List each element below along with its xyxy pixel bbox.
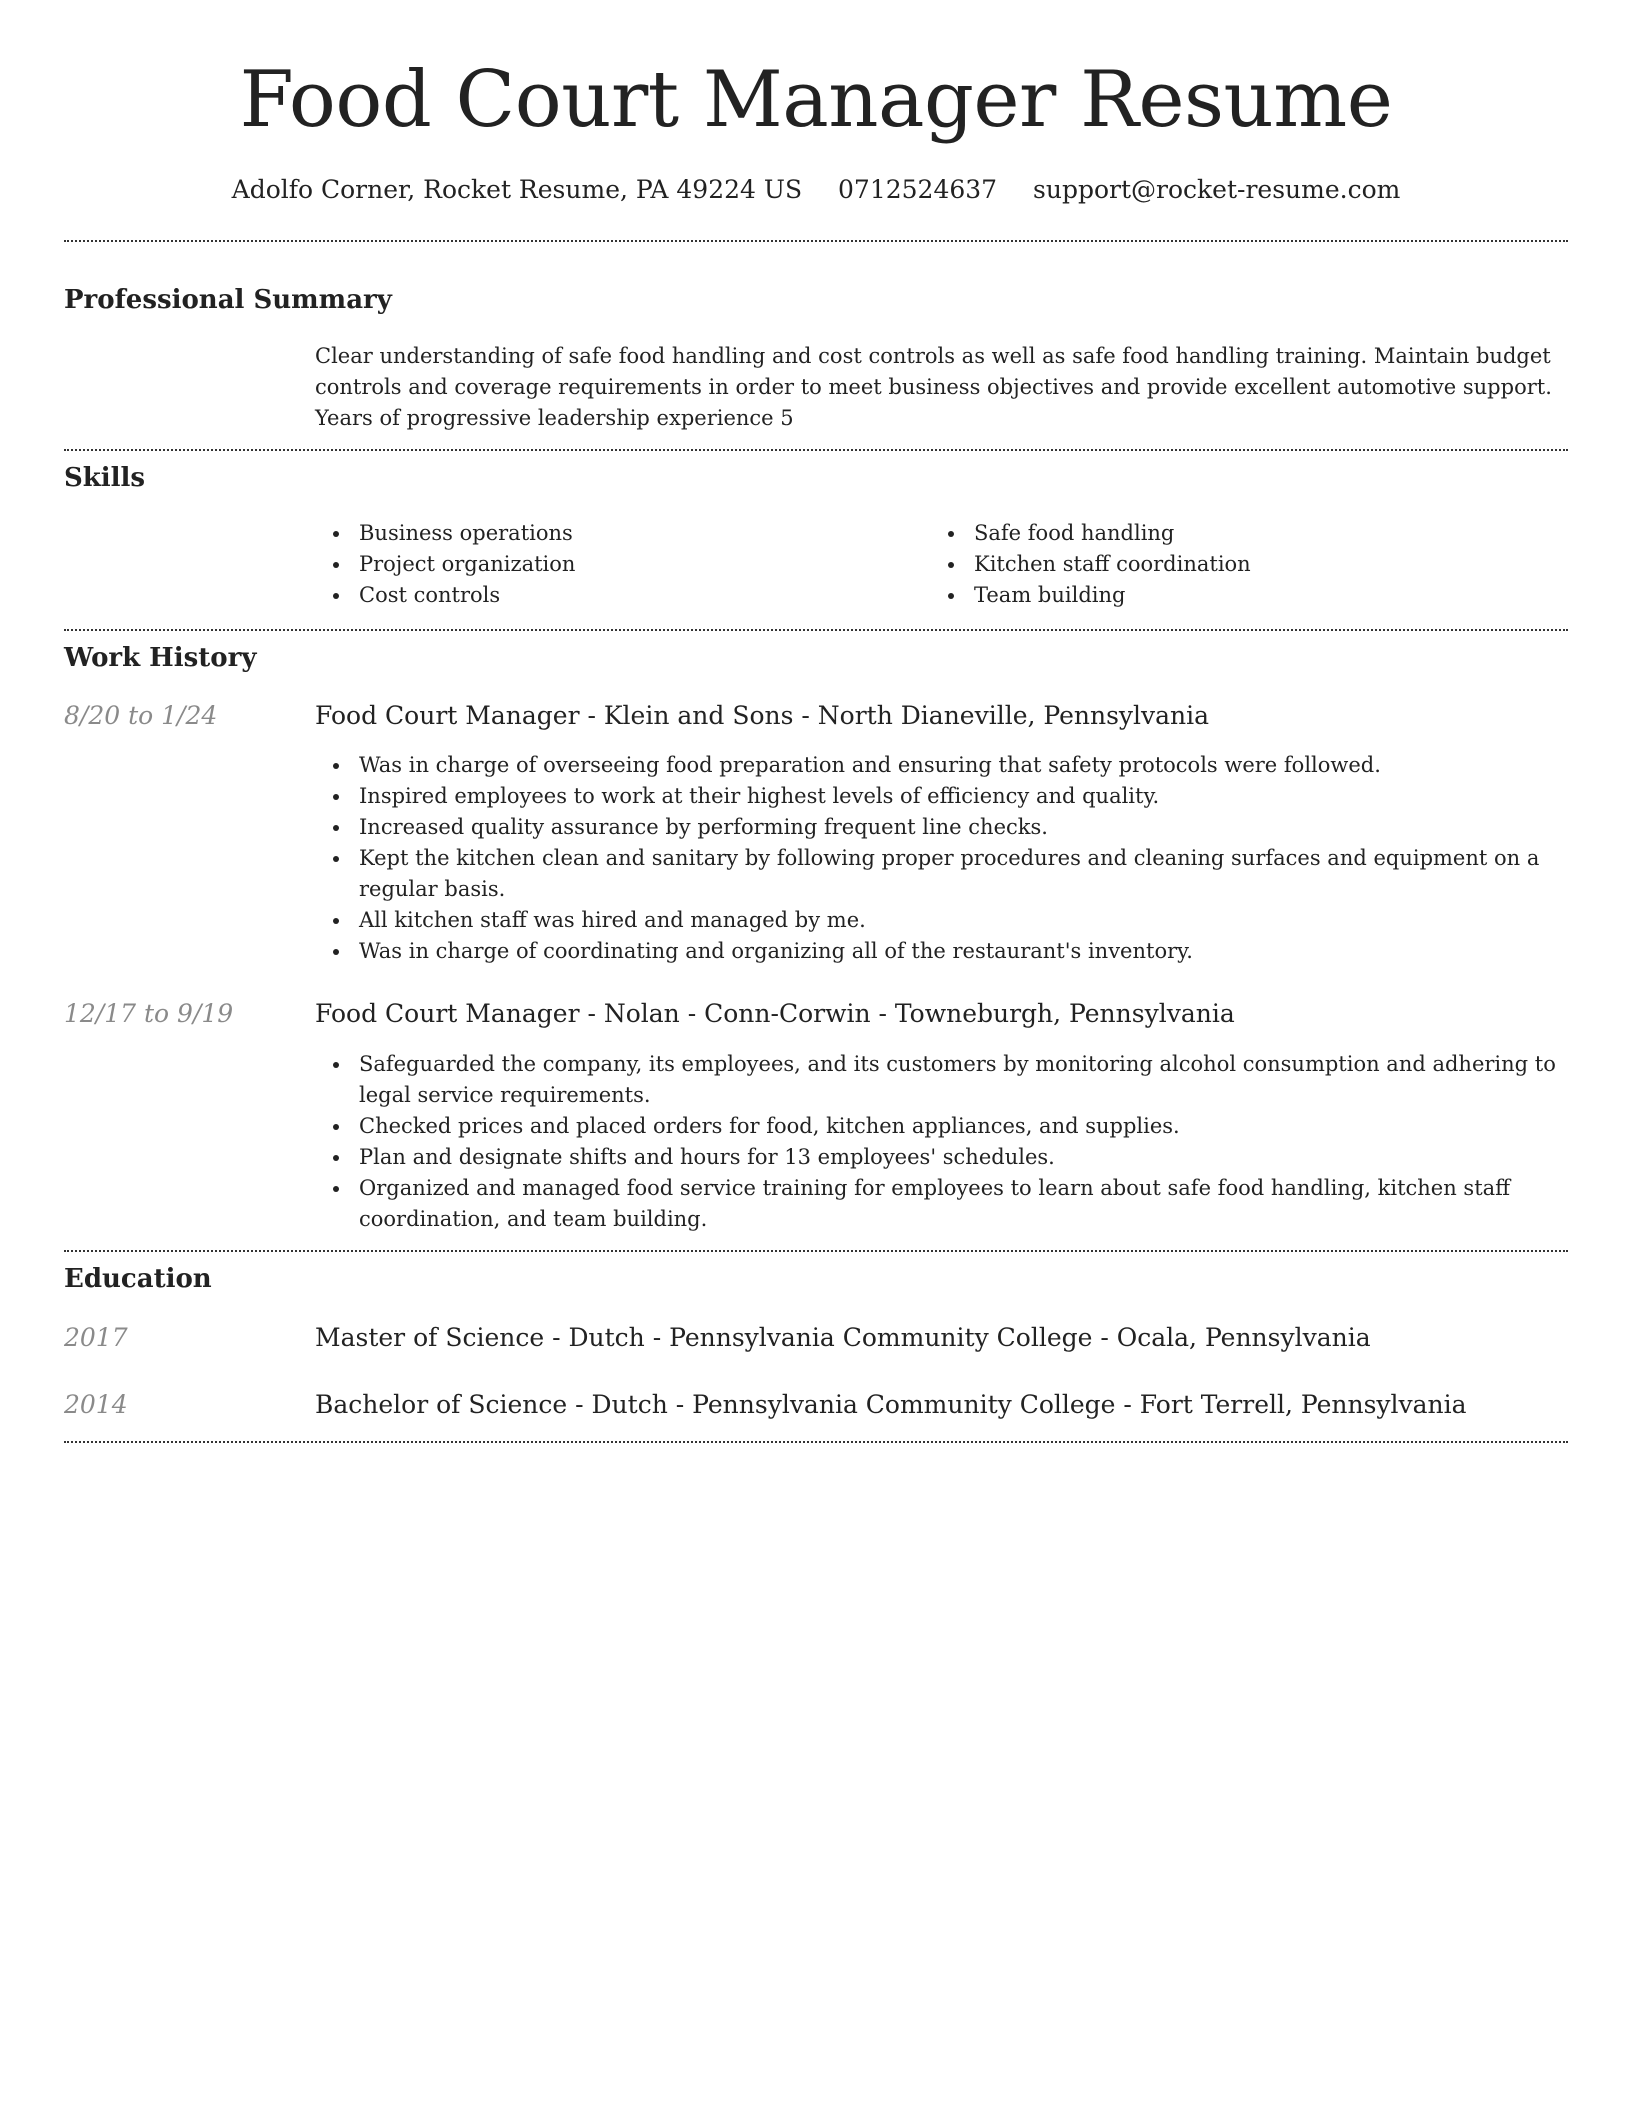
education-details: - Pennsylvania Community College - Ocala, Pennsylvania xyxy=(644,1323,1371,1352)
divider xyxy=(64,240,1568,242)
contact-phone: 0712524637 xyxy=(838,175,998,204)
education-degree: Bachelor of Science - Dutch xyxy=(315,1390,668,1419)
summary-heading: Professional Summary xyxy=(64,285,392,315)
job-title: Food Court Manager xyxy=(315,999,580,1028)
education-heading: Education xyxy=(64,1264,212,1294)
summary-text: Clear understanding of safe food handling and cost controls as well as safe food handling training. Maintain budget controls and coverage requirements in order to meet business objectives and provide excellent automotive support. Years of progressive leadership experience 5 xyxy=(315,344,1552,430)
job-bullet: Was in charge of overseeing food preparation and ensuring that safety protocols were followed. xyxy=(315,750,1568,781)
job-bullet: Inspired employees to work at their highest levels of efficiency and quality. xyxy=(315,781,1568,812)
job-bullet: Checked prices and placed orders for food, kitchen appliances, and supplies. xyxy=(315,1111,1568,1142)
job-bullet: Plan and designate shifts and hours for 13 employees' schedules. xyxy=(315,1142,1568,1173)
skills-list-left xyxy=(315,518,915,611)
work-heading: Work History xyxy=(64,643,257,673)
skills-list-right xyxy=(930,518,1530,611)
job-bullet: Kept the kitchen clean and sanitary by following proper procedures and cleaning surfaces and equipment on a regular basis. xyxy=(315,843,1568,905)
education-line xyxy=(315,1320,1568,1356)
skill-item: Safe food handling xyxy=(930,518,1530,549)
job-bullets xyxy=(315,1049,1568,1235)
education-year: 2014 xyxy=(64,1390,128,1419)
contact-line xyxy=(64,170,1568,210)
job-title-line xyxy=(315,996,1568,1032)
job-details: - Klein and Sons - North Dianeville, Pennsylvania xyxy=(579,701,1210,730)
job-bullet: Organized and managed food service training for employees to learn about safe food handling, kitchen staff coordination, and team building. xyxy=(315,1173,1568,1235)
job-bullets xyxy=(315,750,1568,967)
skill-item: Team building xyxy=(930,580,1530,611)
contact-address: Adolfo Corner, Rocket Resume, PA 49224 US xyxy=(231,175,803,204)
divider xyxy=(64,629,1568,631)
divider xyxy=(64,449,1568,451)
skills-heading: Skills xyxy=(64,463,146,493)
page-title: Food Court Manager Resume xyxy=(239,55,1393,145)
job-dates: 12/17 to 9/19 xyxy=(64,999,234,1028)
divider xyxy=(64,1441,1568,1443)
job-title: Food Court Manager xyxy=(315,701,580,730)
divider xyxy=(64,1250,1568,1252)
job-bullet: Increased quality assurance by performing frequent line checks. xyxy=(315,812,1568,843)
contact-email: support@rocket-resume.com xyxy=(1033,175,1401,204)
education-degree: Master of Science - Dutch xyxy=(315,1323,645,1352)
job-dates: 8/20 to 1/24 xyxy=(64,701,218,730)
job-bullet: Was in charge of coordinating and organizing all of the restaurant's inventory. xyxy=(315,936,1568,967)
education-line xyxy=(315,1387,1568,1423)
job-bullet: All kitchen staff was hired and managed by me. xyxy=(315,905,1568,936)
education-year: 2017 xyxy=(64,1323,128,1352)
job-details: - Nolan - Conn-Corwin - Towneburgh, Pennsylvania xyxy=(579,999,1235,1028)
job-bullet: Safeguarded the company, its employees, and its customers by monitoring alcohol consumption and adhering to legal service requirements. xyxy=(315,1049,1568,1111)
skill-item: Project organization xyxy=(315,549,915,580)
job-title-line xyxy=(315,698,1568,734)
skill-item: Kitchen staff coordination xyxy=(930,549,1530,580)
education-details: - Pennsylvania Community College - Fort Terrell, Pennsylvania xyxy=(667,1390,1467,1419)
skill-item: Cost controls xyxy=(315,580,915,611)
skill-item: Business operations xyxy=(315,518,915,549)
